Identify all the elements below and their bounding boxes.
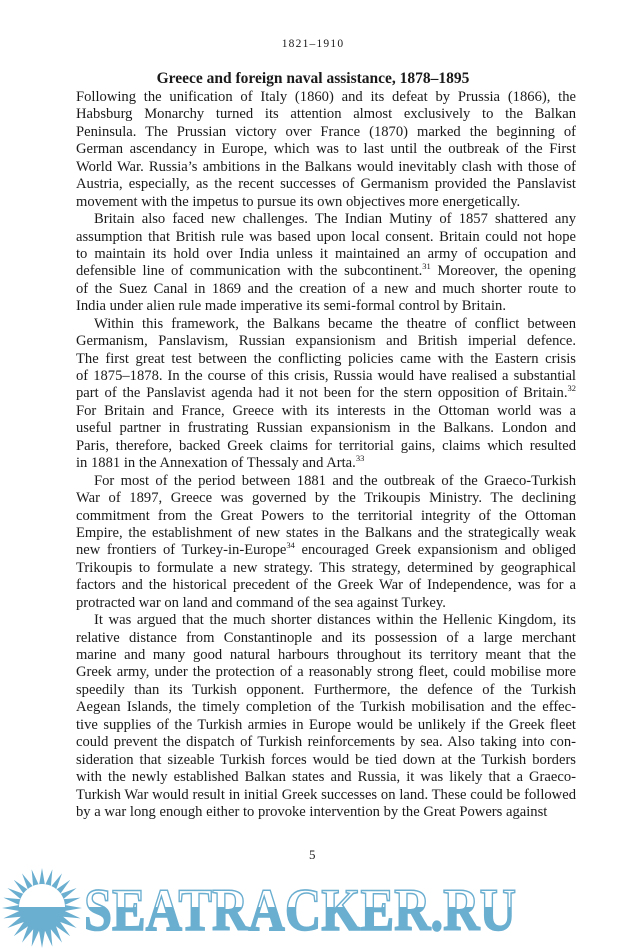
text-line: [76, 630, 576, 647]
text-segment: Austria, especially, as the recent successes of Germanism provided the Panslavist: [76, 176, 576, 193]
text-segment: Peninsula. The Prussian victory over France (1870) marked the beginning of: [76, 123, 576, 140]
text-segment: Germanism, Panslavism, Russian expansionism and British imperial defence.: [76, 333, 576, 350]
text-segment: Greek army, under the protection of a reasonably strong fleet, could mobilise more: [76, 664, 576, 681]
text-segment: part of the Panslavist agenda had it not been for the stern opposition of Britain.: [76, 385, 568, 402]
text-line: [76, 246, 576, 263]
footnote-ref[interactable]: 32: [567, 383, 576, 394]
text-segment: new frontiers of Turkey-in-Europe: [76, 542, 287, 559]
text-segment: factors and the historical precedent of the Greek War of Independence, was for a: [76, 577, 576, 594]
text-segment: could prevent the dispatch of Turkish reinforcements by sea. Also taking into con-: [76, 734, 576, 751]
text-line: [76, 542, 576, 559]
text-line: [76, 368, 576, 385]
text-segment: It was argued that the much shorter distances within the Hellenic Kingdom, its: [94, 612, 576, 629]
text-line: [76, 159, 576, 176]
text-segment: Following the unification of Italy (1860) and its defeat by Prussia (1866), the: [76, 89, 576, 105]
text-line: [76, 490, 576, 507]
text-segment: with the newly established Balkan states and Russia, it was likely that a Graeco-: [76, 769, 576, 786]
text-line: [76, 89, 576, 106]
text-segment: sideration that sizeable Turkish forces would be tied down at the Turkish borders: [76, 751, 576, 768]
text-line: [76, 595, 576, 612]
text-segment: commitment from the Great Powers to the territorial integrity of the Ottoman: [76, 507, 576, 524]
text-segment: India under alien rule made imperative its semi-formal control by Britain.: [76, 298, 506, 315]
text-line: [76, 194, 576, 211]
text-line: [76, 385, 576, 402]
text-line: [76, 787, 576, 804]
text-segment: Empire, the establishment of new states in the Balkans and the strategically weak: [76, 524, 576, 541]
running-head: 1821–1910: [281, 38, 345, 50]
footnote-ref[interactable]: 33: [355, 453, 365, 464]
text-line: [76, 316, 576, 333]
text-line: [76, 647, 576, 664]
text-segment: Habsburg Monarchy turned its attention almost exclusively to the Balkan: [76, 106, 576, 123]
text-segment: Britain also faced new challenges. The Indian Mutiny of 1857 shattered any: [94, 211, 576, 228]
page-number: 5: [309, 847, 316, 862]
text-segment: encouraged Greek expansionism and obliged: [294, 542, 576, 559]
text-segment: The first great test between the conflicting policies came with the Eastern crisis: [76, 350, 576, 367]
watermark-logo: [0, 866, 626, 948]
text-segment: in 1881 in the Annexation of Thessaly and Arta.: [76, 455, 356, 472]
text-segment: relative distance from Constantinople and its possession of a large merchant: [76, 629, 576, 646]
text-segment: by a war long enough either to provoke intervention by the Great Powers against: [76, 803, 548, 820]
text-line: [76, 106, 576, 123]
text-segment: World War. Russia’s ambitions in the Balkans would inevitably clash with those of: [76, 158, 576, 175]
text-segment: defensible line of communication with the subcontinent.: [76, 263, 423, 280]
text-line: [76, 455, 576, 472]
text-line: [76, 351, 576, 368]
text-line: [76, 124, 576, 141]
text-line: [76, 525, 576, 542]
text-line: [76, 717, 576, 734]
text-segment: Moreover, the opening: [430, 263, 576, 280]
text-segment: marine and many good natural harbours throughout its territory meant that the: [76, 647, 576, 663]
text-segment: assumption that British rule was based upon local consent. Britain could not hope: [76, 228, 576, 245]
section-heading: Greece and foreign naval assistance, 1878–1895: [156, 70, 470, 87]
text-segment: Turkish War would result in initial Greek successes on land. These could be followed: [76, 786, 576, 803]
text-line: [76, 263, 576, 280]
footnote-ref[interactable]: 34: [286, 540, 295, 551]
text-line: [76, 176, 576, 193]
text-segment: tive supplies of the Turkish armies in Europe would be unlikely if the Greek fleet: [76, 716, 576, 733]
text-segment: movement with the impetus to pursue its own objectives more energetically.: [76, 193, 521, 210]
text-line: [76, 664, 576, 681]
footnote-ref[interactable]: 31: [422, 261, 431, 272]
text-segment: of 1875–1878. In the course of this crisis, Russia would have realised a substantial: [76, 368, 576, 384]
text-segment: speedily than its Turkish opponent. Furthermore, the defence of the Turkish: [76, 681, 576, 698]
text-line: [76, 612, 576, 629]
text-segment: Paris, therefore, backed Greek claims for territorial gains, claims which resulted: [76, 437, 576, 454]
text-line: [76, 508, 576, 525]
text-segment: useful partner in frustrating Russian expansionism in the Balkans. London and: [76, 420, 576, 437]
text-line: [76, 211, 576, 228]
text-segment: of the Suez Canal in 1869 and the creation of a new and much shorter route to: [76, 280, 576, 297]
text-line: [76, 298, 576, 315]
sun-icon: [2, 868, 82, 948]
text-segment: For most of the period between 1881 and the outbreak of the Graeco-Turkish: [94, 472, 576, 489]
text-segment: Aegean Islands, the timely completion of the Turkish mobilisation and the effec-: [76, 699, 576, 716]
text-line: [76, 804, 576, 821]
text-segment: German ascendancy in Europe, which was to last until the outbreak of the First: [76, 141, 576, 158]
text-line: [76, 438, 576, 455]
text-line: [76, 769, 576, 786]
text-line: [76, 229, 576, 246]
text-line: [76, 403, 576, 420]
text-segment: protracted war on land and command of the sea against Turkey.: [76, 594, 446, 611]
body-text: [76, 89, 576, 821]
text-line: [76, 141, 576, 158]
text-line: [76, 699, 576, 716]
text-line: [76, 560, 576, 577]
text-line: [76, 281, 576, 298]
watermark-text: SEATRACKER.RU: [84, 877, 516, 943]
text-segment: For Britain and France, Greece with its interests in the Ottoman world was a: [76, 402, 576, 419]
text-line: [76, 420, 576, 437]
text-line: [76, 473, 576, 490]
text-line: [76, 734, 576, 751]
text-line: [76, 333, 576, 350]
text-segment: to maintain its hold over India unless it maintained an army of occupation and: [76, 245, 576, 262]
text-line: [76, 752, 576, 769]
text-segment: Trikoupis to formulate a new strategy. This strategy, determined by geographical: [76, 559, 576, 576]
text-line: [76, 577, 576, 594]
text-segment: Within this framework, the Balkans became the theatre of conflict between: [94, 315, 576, 332]
text-line: [76, 682, 576, 699]
text-segment: War of 1897, Greece was governed by the Trikoupis Ministry. The declining: [76, 490, 576, 507]
